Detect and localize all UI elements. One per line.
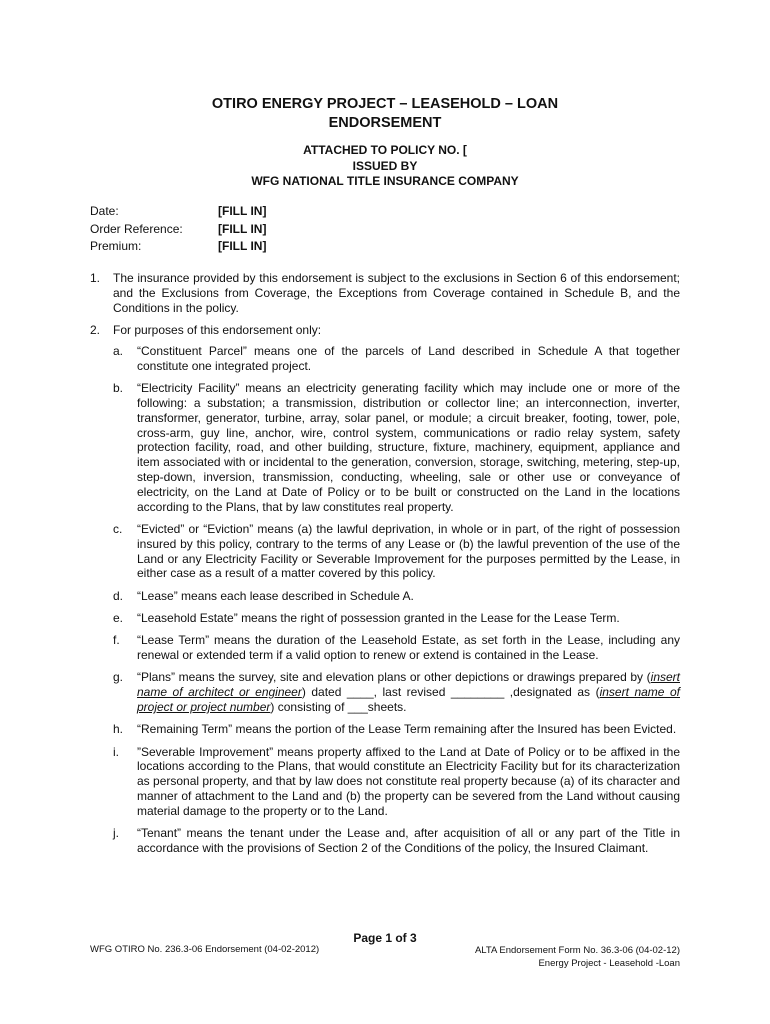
definition-letter: j. [113,826,119,840]
project-placeholder: insert name of project or project number [137,685,680,714]
issued-by-line: ISSUED BY [352,158,418,173]
definition-text: “Lease Term” means the duration of the Leasehold Estate, as set forth in the Lease, including any renewal or extended term if a valid option to renew or extend is contained in the Lease. [137,633,680,663]
definition-text: “Leasehold Estate” means the right of possession granted in the Lease for the Lease Term. [137,610,620,625]
attached-block [0,143,770,190]
definition-text: “Evicted” or “Eviction” means (a) the lawful deprivation, in whole or in part, of the right of possession insured by this policy, contrary to the terms of any Lease or (b) the lawful prevention of the use of the Land or any Electricity Facility or Severable Improvement for the purposes permitted by the Lease, in either case as a result of a matter covered by this policy. [137,521,680,581]
definition-letter: i. [113,744,119,759]
definition-letter: a. [113,344,124,359]
meta-row-order-reference [90,221,266,239]
footer-form-number: WFG OTIRO No. 236.3-06 Endorsement (04-02-2012) [90,944,320,955]
definition-i [113,745,680,819]
meta-value: [FILL IN] [218,221,267,236]
definition-e [113,611,680,626]
plans-text-part-3: ) consisting of ___sheets. [270,699,407,714]
item-text: For purposes of this endorsement only: [113,323,322,338]
definition-letter: g. [113,670,124,685]
meta-label: Date: [90,204,119,218]
definition-j [113,826,680,856]
definition-g [113,670,680,714]
meta-value: [FILL IN] [218,239,267,253]
definition-letter: d. [113,588,124,603]
definition-text [137,670,680,714]
definition-a [113,344,680,374]
definition-text: “Lease” means each lease described in Schedule A. [137,588,414,603]
numbered-item-2 [90,323,680,338]
footer-form-title: Energy Project - Leasehold -Loan [538,958,680,969]
meta-row-premium [90,238,266,256]
definition-text: “Electricity Facility” means an electricity generating facility which may include one or more of the following: a substation; a transmission, distribution or collector line; an interconnection, inverter, transformer, generator, turbine, array, solar panel, or module; a circuit breaker, footing, tower, pole, cross-arm, guy line, anchor, wire, control system, communications or radio relay system, safety protection facility, road, and other building, structure, fixture, machinery, equipment, appliance and item associated with or incidental to the generation, conversion, storage, switching, metering, step-up, step-down, inversion, transmission, conducting, wheeling, sale or other use or conveyance of electricity, on the Land at Date of Policy or to be built or constructed on the Land in the locations according to the Plans, that by law constitutes real property. [137,381,680,514]
item-text: The insurance provided by this endorsement is subject to the exclusions in Section 6 of this endorsement; and the Exclusions from Coverage, the Exceptions from Coverage contained in Schedule B, and the Conditions in the policy. [113,271,680,315]
plans-text-part-2: ) dated ____, last revised ________ ,designated as ( [301,685,600,700]
meta-row-date [90,203,266,221]
title-line-2: ENDORSEMENT [328,115,442,131]
definition-c [113,522,680,581]
attached-policy-line: ATTACHED TO POLICY NO. [ [303,143,467,157]
definition-f [113,633,680,663]
architect-placeholder: insert name of architect or engineer [137,670,680,700]
definition-letter: b. [113,381,124,396]
definition-letter: e. [113,610,124,625]
definition-letter: f. [113,633,120,648]
footer-alta-reference [475,944,680,970]
page-number: Page 1 of 3 [353,931,417,945]
document-title [0,95,770,133]
definition-h [113,722,680,737]
numbered-item-1 [90,271,680,315]
meta-fields [90,203,266,256]
meta-label: Order Reference: [90,221,183,236]
definition-text: “Remaining Term” means the portion of the Lease Term remaining after the Insured has been Evicted. [137,722,677,737]
definition-d [113,589,680,604]
definition-letter: h. [113,722,124,737]
company-name: WFG NATIONAL TITLE INSURANCE COMPANY [251,174,519,188]
meta-label: Premium: [90,239,142,253]
endorsement-body [90,271,680,863]
item-number: 1. [90,271,101,285]
meta-value: [FILL IN] [218,204,267,218]
definition-text: “Constituent Parcel” means one of the parcels of Land described in Schedule A that together constitute one integrated project. [137,344,680,373]
definitions-list [113,344,680,855]
title-line-1: OTIRO ENERGY PROJECT – LEASEHOLD – LOAN [211,96,559,112]
item-number: 2. [90,323,101,338]
plans-text-part-1: “Plans” means the survey, site and elevation plans or other depictions or drawings prepared by ( [137,670,651,685]
footer-alta-form: ALTA Endorsement Form No. 36.3-06 (04-02-12) [474,945,680,956]
definition-b [113,381,680,514]
definition-letter: c. [113,521,123,536]
definition-text: ”Severable Improvement” means property affixed to the Land at Date of Policy or to be affixed in the locations according to the Plans, that would constitute an Electricity Facility but for its characterization as personal property, and that by law does not constitute real property because (a) of its character and manner of attachment to the Land and (b) the property can be severed from the Land without causing material damage to the property or to the Land. [137,744,680,818]
definition-text: “Tenant” means the tenant under the Lease and, after acquisition of all or any part of the Title in accordance with the provisions of Section 2 of the Conditions of the policy, the Insured Claimant. [137,826,680,855]
